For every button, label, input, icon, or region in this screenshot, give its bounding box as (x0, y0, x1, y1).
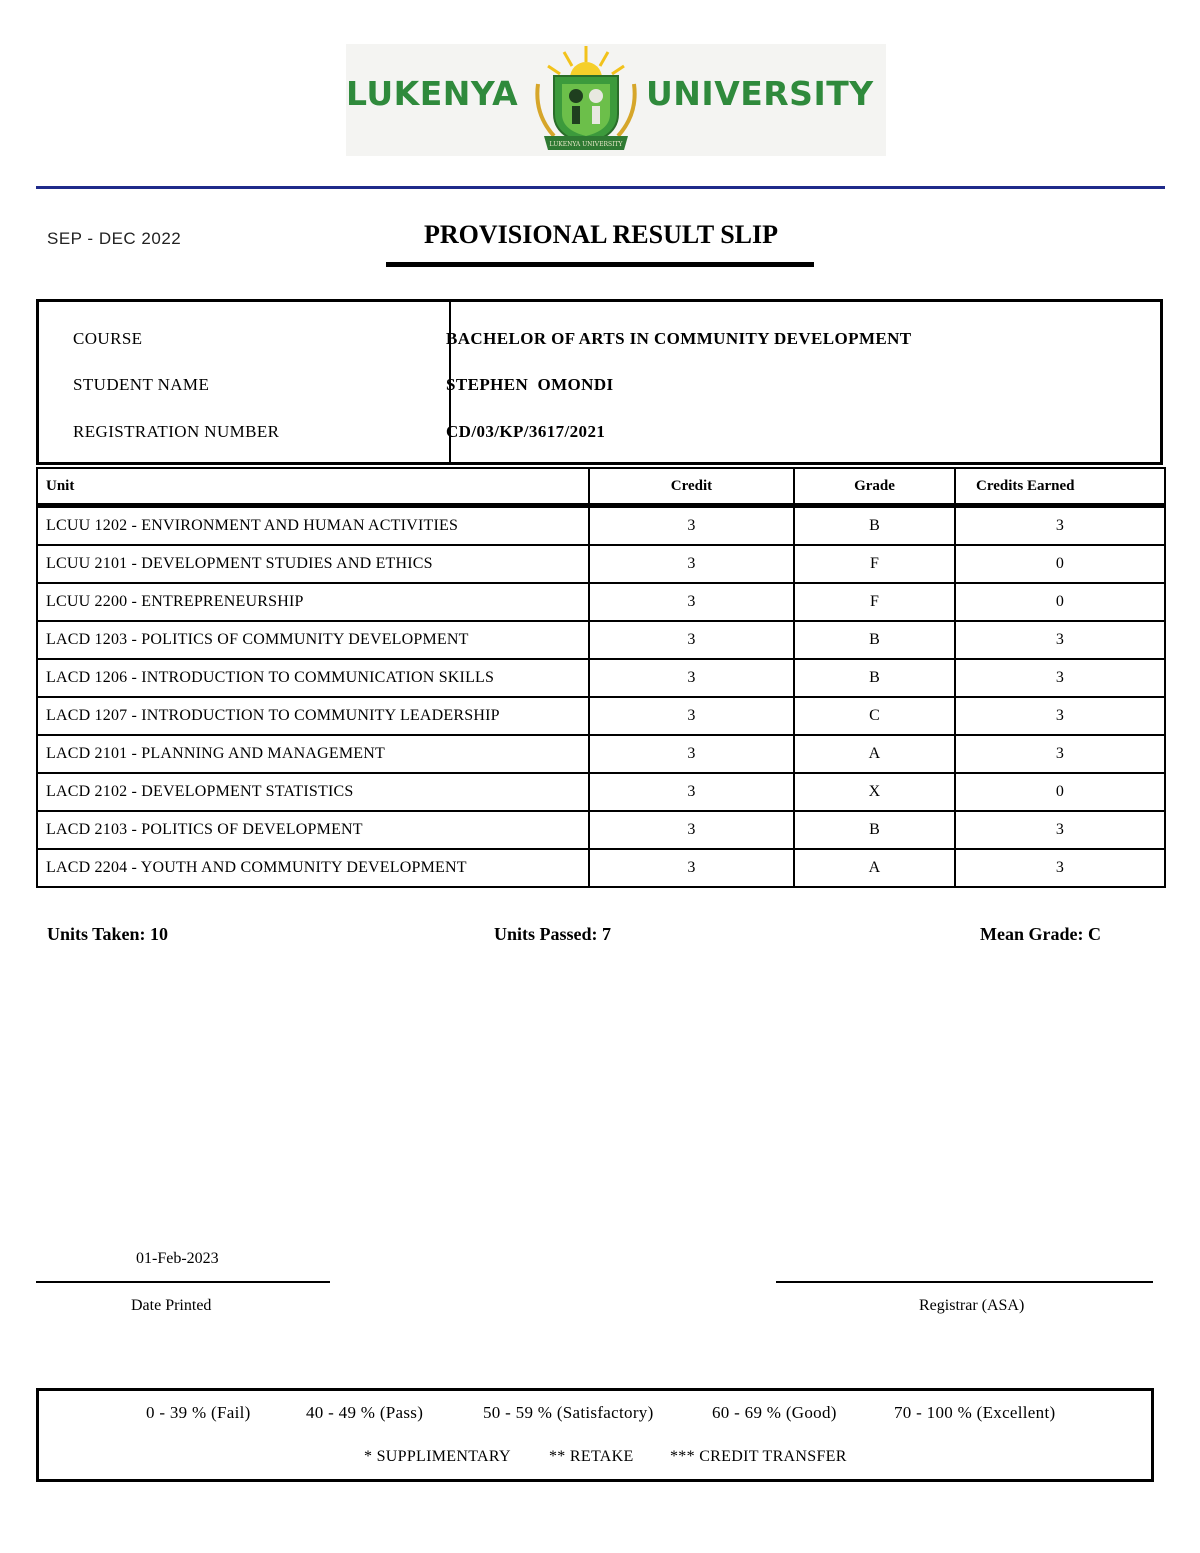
unit-cell: LACD 1206 - INTRODUCTION TO COMMUNICATION SKILLS (37, 659, 589, 697)
earned-cell: 3 (955, 697, 1165, 735)
earned-cell: 0 (955, 583, 1165, 621)
legend-band-excellent: 70 - 100 % (Excellent) (894, 1403, 1056, 1422)
logo-word-left: LUKENYA (346, 74, 519, 113)
unit-cell: LACD 2102 - DEVELOPMENT STATISTICS (37, 773, 589, 811)
table-row (37, 583, 1165, 621)
unit-cell: LACD 1203 - POLITICS OF COMMUNITY DEVELOPMENT (37, 621, 589, 659)
student-info-box (36, 299, 1163, 465)
credit-cell: 3 (589, 811, 794, 849)
header-rule (36, 186, 1165, 189)
student-name-label: STUDENT NAME (73, 375, 210, 394)
legend-band-good: 60 - 69 % (Good) (712, 1403, 837, 1422)
earned-cell: 3 (955, 659, 1165, 697)
legend-band-pass: 40 - 49 % (Pass) (306, 1403, 424, 1422)
table-row (37, 773, 1165, 811)
credit-cell: 3 (589, 697, 794, 735)
course-value: BACHELOR OF ARTS IN COMMUNITY DEVELOPMENT (446, 329, 912, 348)
credit-cell: 3 (589, 735, 794, 773)
earned-cell: 3 (955, 811, 1165, 849)
credit-cell: 3 (589, 849, 794, 887)
credit-cell: 3 (589, 583, 794, 621)
crest-ribbon-text: LUKENYA UNIVERSITY (549, 141, 623, 148)
earned-cell: 0 (955, 545, 1165, 583)
registration-value: CD/03/KP/3617/2021 (446, 422, 606, 441)
credit-cell: 3 (589, 659, 794, 697)
date-printed-label: Date Printed (131, 1297, 212, 1314)
credit-cell: 3 (589, 621, 794, 659)
results-table (36, 467, 1166, 888)
title-underline (386, 262, 814, 267)
date-printed-value: 01-Feb-2023 (136, 1250, 219, 1267)
table-row (37, 811, 1165, 849)
grade-cell: A (794, 849, 955, 887)
table-header-row (37, 468, 1165, 506)
column-header-unit: Unit (37, 468, 589, 506)
registrar-label: Registrar (ASA) (919, 1297, 1025, 1314)
unit-cell: LACD 2101 - PLANNING AND MANAGEMENT (37, 735, 589, 773)
student-name-value: STEPHEN OMONDI (446, 375, 614, 394)
logo-word-right: UNIVERSITY (646, 74, 874, 113)
table-row (37, 735, 1165, 773)
registration-label: REGISTRATION NUMBER (73, 422, 280, 441)
grade-cell: B (794, 811, 955, 849)
mean-grade: Mean Grade: C (980, 924, 1101, 944)
unit-cell: LACD 1207 - INTRODUCTION TO COMMUNITY LEADERSHIP (37, 697, 589, 735)
table-row (37, 621, 1165, 659)
crest-icon (524, 44, 648, 156)
legend-band-satisfactory: 50 - 59 % (Satisfactory) (483, 1403, 654, 1422)
grade-cell: B (794, 506, 955, 546)
column-header-grade: Grade (794, 468, 955, 506)
unit-cell: LCUU 2101 - DEVELOPMENT STUDIES AND ETHICS (37, 545, 589, 583)
earned-cell: 3 (955, 735, 1165, 773)
table-row (37, 545, 1165, 583)
legend-note-supplimentary: * SUPPLIMENTARY (364, 1448, 511, 1465)
credit-cell: 3 (589, 545, 794, 583)
earned-cell: 3 (955, 621, 1165, 659)
registrar-signature-line (776, 1281, 1153, 1283)
university-logo (346, 44, 886, 156)
units-taken: Units Taken: 10 (47, 924, 169, 944)
unit-cell: LACD 2103 - POLITICS OF DEVELOPMENT (37, 811, 589, 849)
unit-cell: LCUU 1202 - ENVIRONMENT AND HUMAN ACTIVITIES (37, 506, 589, 546)
legend-note-retake: ** RETAKE (549, 1448, 634, 1465)
table-row (37, 659, 1165, 697)
earned-cell: 3 (955, 506, 1165, 546)
unit-cell: LACD 2204 - YOUTH AND COMMUNITY DEVELOPMENT (37, 849, 589, 887)
date-signature-line (36, 1281, 330, 1283)
legend-band-fail: 0 - 39 % (Fail) (146, 1403, 251, 1422)
grade-cell: B (794, 659, 955, 697)
grade-cell: A (794, 735, 955, 773)
grade-cell: F (794, 583, 955, 621)
grade-cell: B (794, 621, 955, 659)
credit-cell: 3 (589, 773, 794, 811)
course-label: COURSE (73, 329, 143, 348)
earned-cell: 3 (955, 849, 1165, 887)
table-row (37, 849, 1165, 887)
units-passed: Units Passed: 7 (494, 924, 612, 944)
credit-cell: 3 (589, 506, 794, 546)
unit-cell: LCUU 2200 - ENTREPRENEURSHIP (37, 583, 589, 621)
grade-cell: X (794, 773, 955, 811)
legend-note-credit-transfer: *** CREDIT TRANSFER (670, 1448, 847, 1465)
column-header-credit: Credit (589, 468, 794, 506)
table-row (37, 506, 1165, 546)
grade-cell: F (794, 545, 955, 583)
term-label: SEP - DEC 2022 (47, 229, 182, 248)
column-header-credits-earned: Credits Earned (955, 468, 1165, 506)
grade-cell: C (794, 697, 955, 735)
table-row (37, 697, 1165, 735)
page-title: PROVISIONAL RESULT SLIP (423, 220, 779, 249)
earned-cell: 0 (955, 773, 1165, 811)
